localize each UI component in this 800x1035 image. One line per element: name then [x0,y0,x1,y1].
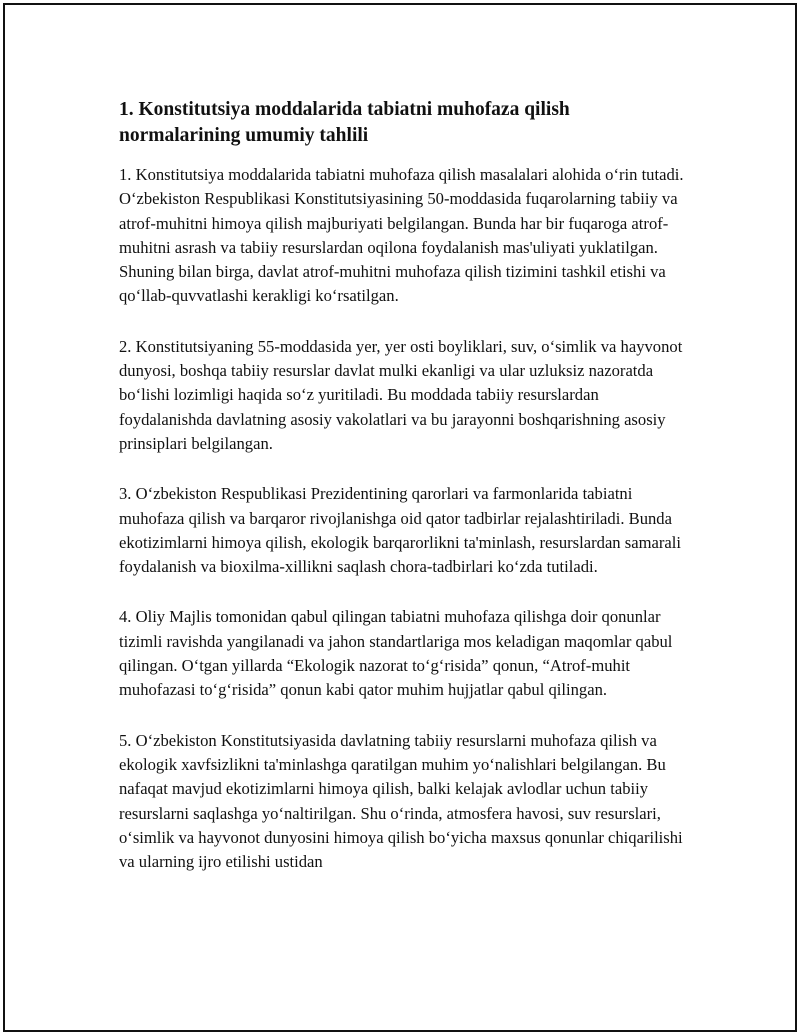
paragraph-5: 5. O‘zbekiston Konstitutsiyasida davlatning tabiiy resurslarni muhofaza qilish va ekologik xavfsizlikni ta'minlashga qaratilgan muhim yo‘nalishlari belgilangan. Bu nafaqat mavjud ekotizimlarni himoya qilish, balki kelajak avlodlar uchun tabiiy resurslarni saqlashga yo‘naltirilgan. Shu o‘rinda, atmosfera havosi, suv resurslari, o‘simlik va hayvonot dunyosini himoya qilish bo‘yicha maxsus qonunlar chiqarilishi va ularning ijro etilishi ustidan [119,730,683,872]
document-body [119,97,689,900]
paragraph-2: 2. Konstitutsiyaning 55-moddasida yer, yer osti boyliklari, suv, o‘simlik va hayvonot dunyosi, boshqa tabiiy resurslar davlat mulki ekanligi va ular uzluksiz nazoratda bo‘lishi lozimligi haqida so‘z yuritiladi. Bu moddada tabiiy resurslardan foydalanishda davlatning asosiy vakolatlari va bu jarayonni boshqarishning asosiy prinsiplari belgilangan. [119,336,683,453]
paragraph-4: 4. Oliy Majlis tomonidan qabul qilingan tabiatni muhofaza qilishga doir qonunlar tizimli ravishda yangilanadi va jahon standartlariga mos keladigan maqomlar qabul qilingan. O‘tgan yillarda “Ekologik nazorat to‘g‘risida” qonun, “Atrof-muhit muhofazasi to‘g‘risida” qonun kabi qator muhim hujjatlar qabul qilingan. [119,607,673,700]
section-heading: 1. Konstitutsiya moddalarida tabiatni muhofaza qilish normalarining umumiy tahlili [119,99,570,146]
paragraph-1: 1. Konstitutsiya moddalarida tabiatni muhofaza qilish masalalari alohida o‘rin tutadi. O‘zbekiston Respublikasi Konstitutsiyasining 50-moddasida fuqarolarning tabiiy va atrof-muhitni himoya qilish majburiyati belgilangan. Bunda har bir fuqaroga atrof-muhitni asrash va tabiiy resurslardan oqilona foydalanish mas'uliyati yuklatilgan. Shuning bilan birga, davlat atrof-muhitni muhofaza qilish tizimini tashkil etishi va qo‘llab-quvvatlashi kerakligi ko‘rsatilgan. [119,165,684,306]
page-frame [3,3,797,1032]
paragraph-3: 3. O‘zbekiston Respublikasi Prezidentining qarorlari va farmonlarida tabiatni muhofaza qilish va barqaror rivojlanishga oid qator tadbirlar rejalashtiriladi. Bunda ekotizimlarni himoya qilish, ekologik barqarorlikni ta'minlash, resurslardan samarali foydalanish va bioxilma-xillikni saqlash chora-tadbirlari ko‘zda tutiladi. [119,484,681,577]
